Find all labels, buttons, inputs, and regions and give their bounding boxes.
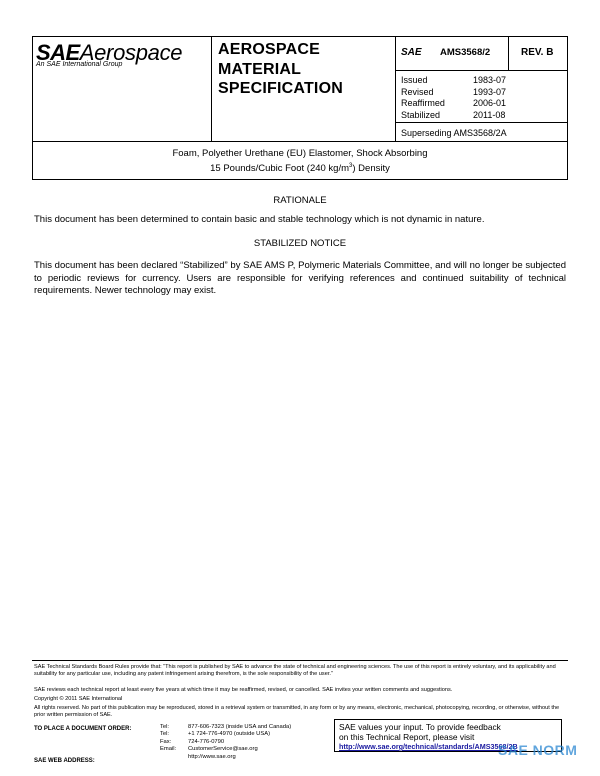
title-text: ) Density bbox=[352, 163, 390, 175]
date-label: Revised bbox=[401, 86, 434, 97]
header-divider bbox=[211, 36, 212, 142]
footer-rights-text: All rights reserved. No part of this publication may be reproduced, stored in a retrieval system or transmitted, in any form or by any means, electronic, mechanical, photocopying, recording, or otherwise, without the prior written permission of SAE. bbox=[34, 705, 560, 719]
superscript: 3 bbox=[349, 163, 353, 169]
contact-row bbox=[160, 746, 291, 753]
title-line: Foam, Polyether Urethane (EU) Elastomer, Shock Absorbing bbox=[172, 148, 428, 159]
footer-divider bbox=[32, 660, 568, 661]
stabilized-text: This document has been declared “Stabilized” by SAE AMS P, Polymeric Materials Committee, and will no longer be subjected to periodic reviews for currency. Users are responsible for verifying references and continued suitability of technical requirements. Newer technology may exist. bbox=[34, 260, 566, 296]
email-link[interactable]: CustomerService@sae.org bbox=[188, 746, 258, 753]
logo-subtitle: An SAE International Group bbox=[36, 61, 123, 68]
feedback-text: SAE values your input. To provide feedback bbox=[339, 722, 501, 732]
contact-key bbox=[160, 754, 188, 761]
watermark-logo: SAE NORM bbox=[498, 742, 578, 758]
header-divider bbox=[508, 36, 509, 70]
date-row bbox=[401, 110, 506, 122]
sae-small-logo: SAE bbox=[401, 47, 422, 58]
header-divider bbox=[395, 36, 396, 142]
logo-aerospace-text: Aerospace bbox=[79, 40, 183, 65]
spec-title-line: SPECIFICATION bbox=[218, 80, 343, 97]
contact-info bbox=[160, 724, 291, 761]
date-value: 2006-01 bbox=[473, 98, 507, 108]
date-row bbox=[401, 75, 506, 87]
date-label: Issued bbox=[401, 75, 428, 85]
feedback-text: on this Technical Report, please visit bbox=[339, 732, 475, 742]
order-label: TO PLACE A DOCUMENT ORDER: bbox=[34, 726, 132, 732]
date-label: Stabilized bbox=[401, 109, 441, 120]
footer-review-text: SAE reviews each technical report at least every five years at which time it may be reaffirmed, revised, or cancelled. SAE invites your written comments and suggestions. bbox=[34, 687, 453, 693]
logo-sae-text: SAE bbox=[36, 40, 80, 65]
date-label: Reaffirmed bbox=[401, 98, 445, 108]
rationale-heading: RATIONALE bbox=[273, 195, 327, 206]
revision-label: REV. B bbox=[521, 47, 554, 58]
document-title bbox=[32, 148, 568, 175]
title-line bbox=[32, 160, 568, 175]
contact-value: 724-776-0790 bbox=[188, 738, 225, 745]
contact-key: Tel: bbox=[160, 724, 170, 730]
contact-value: +1 724-776-4970 (outside USA) bbox=[188, 731, 271, 738]
contact-row bbox=[160, 724, 291, 731]
footer-rules-text: SAE Technical Standards Board Rules provide that: “This report is published by SAE to advance the state of technical and engineering sciences. The use of this report is entirely voluntary, and its applicability and suitability for any particular use, including any patent infringement arising therefrom, is the sole responsibility of the user.” bbox=[34, 664, 556, 678]
document-dates bbox=[401, 75, 506, 121]
rationale-text: This document has been determined to contain basic and stable technology which is not dynamic in nature. bbox=[34, 214, 485, 225]
sae-aerospace-logo bbox=[36, 40, 186, 74]
title-text: 15 Pounds/Cubic Foot (240 kg/m bbox=[210, 163, 350, 175]
header-divider bbox=[395, 122, 568, 123]
footer-copyright: Copyright © 2011 SAE International bbox=[34, 696, 123, 702]
contact-row bbox=[160, 754, 291, 761]
contact-value: 877-606-7323 (inside USA and Canada) bbox=[188, 724, 292, 730]
spec-type-title bbox=[218, 40, 343, 99]
document-number: AMS3568/2 bbox=[440, 47, 491, 58]
date-row bbox=[401, 87, 506, 99]
website-link[interactable]: http://www.sae.org bbox=[188, 753, 236, 760]
date-row bbox=[401, 98, 506, 110]
date-value: 1983-07 bbox=[473, 75, 507, 85]
contact-key: Fax: bbox=[160, 738, 172, 745]
contact-key: Email: bbox=[160, 746, 177, 753]
stabilized-heading: STABILIZED NOTICE bbox=[253, 238, 347, 249]
date-value: 2011-08 bbox=[473, 109, 506, 120]
contact-row bbox=[160, 739, 291, 746]
date-value: 1993-07 bbox=[473, 86, 507, 97]
spec-title-line: MATERIAL bbox=[218, 60, 302, 78]
spec-title-line: AEROSPACE bbox=[218, 41, 320, 58]
feedback-link[interactable]: http://www.sae.org/technical/standards/AMS3568/2B bbox=[339, 742, 518, 751]
contact-row bbox=[160, 731, 291, 738]
web-address-label: SAE WEB ADDRESS: bbox=[34, 758, 95, 764]
superseding-note: Superseding AMS3568/2A bbox=[401, 128, 507, 138]
header-divider bbox=[395, 70, 568, 71]
contact-key: Tel: bbox=[160, 731, 170, 738]
